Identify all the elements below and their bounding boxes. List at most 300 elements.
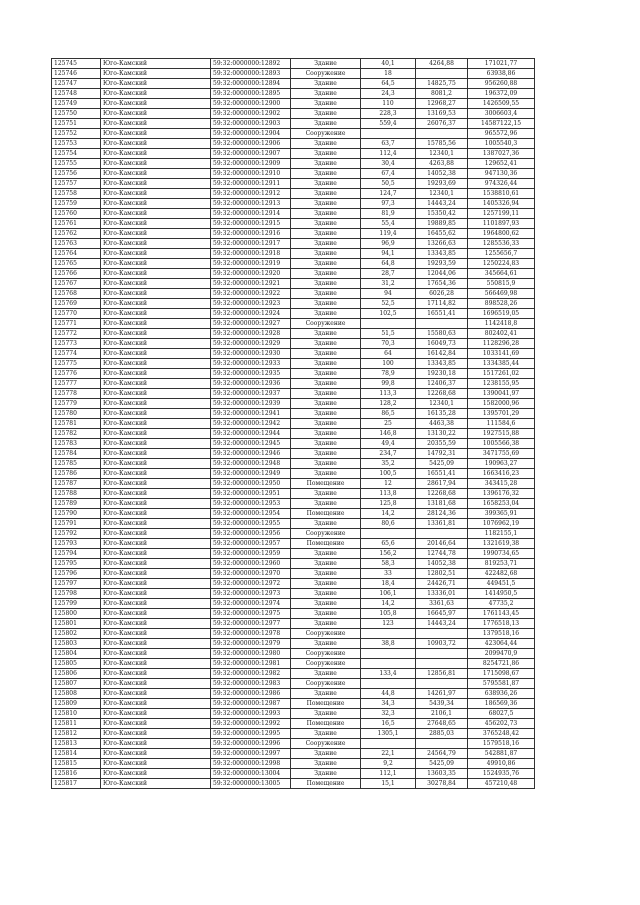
district-cell: Юго-Камский	[101, 609, 211, 619]
cadastral-number-cell: 59:32:0000000:12924	[211, 309, 291, 319]
cadastral-number-cell: 59:32:0000000:12909	[211, 159, 291, 169]
cadastral-number-cell: 59:32:0000000:12918	[211, 249, 291, 259]
area-cell: 64,5	[361, 79, 416, 89]
district-cell: Юго-Камский	[101, 239, 211, 249]
object-type-cell: Здание	[291, 359, 361, 369]
cadastral-value-cell: 129652,41	[468, 159, 535, 169]
object-type-cell: Здание	[291, 569, 361, 579]
record-number-cell: 125773	[52, 339, 101, 349]
cadastral-value-cell: 1524935,76	[468, 769, 535, 779]
district-cell: Юго-Камский	[101, 99, 211, 109]
cadastral-value-cell: 1517261,02	[468, 369, 535, 379]
cadastral-number-cell: 59:32:0000000:12945	[211, 439, 291, 449]
cadastral-number-cell: 59:32:0000000:12993	[211, 709, 291, 719]
district-cell: Юго-Камский	[101, 689, 211, 699]
table-row	[52, 399, 535, 409]
specific-value-cell: 14052,38	[416, 559, 468, 569]
cadastral-value-cell: 111584,6	[468, 419, 535, 429]
district-cell: Юго-Камский	[101, 289, 211, 299]
object-type-cell: Здание	[291, 399, 361, 409]
record-number-cell: 125788	[52, 489, 101, 499]
object-type-cell: Здание	[291, 449, 361, 459]
area-cell: 35,2	[361, 459, 416, 469]
area-cell: 86,5	[361, 409, 416, 419]
area-cell: 51,5	[361, 329, 416, 339]
district-cell: Юго-Камский	[101, 109, 211, 119]
specific-value-cell: 16049,73	[416, 339, 468, 349]
cadastral-number-cell: 59:32:0000000:12921	[211, 279, 291, 289]
object-type-cell: Сооружение	[291, 659, 361, 669]
record-number-cell: 125759	[52, 199, 101, 209]
record-number-cell: 125807	[52, 679, 101, 689]
district-cell: Юго-Камский	[101, 409, 211, 419]
specific-value-cell	[416, 629, 468, 639]
table-row	[52, 569, 535, 579]
table-row	[52, 299, 535, 309]
specific-value-cell	[416, 319, 468, 329]
district-cell: Юго-Камский	[101, 89, 211, 99]
object-type-cell: Здание	[291, 209, 361, 219]
area-cell: 94	[361, 289, 416, 299]
cadastral-number-cell: 59:32:0000000:12914	[211, 209, 291, 219]
district-cell: Юго-Камский	[101, 319, 211, 329]
district-cell: Юго-Камский	[101, 349, 211, 359]
object-type-cell: Здание	[291, 109, 361, 119]
record-number-cell: 125761	[52, 219, 101, 229]
table-row	[52, 649, 535, 659]
specific-value-cell: 19889,85	[416, 219, 468, 229]
record-number-cell: 125766	[52, 269, 101, 279]
object-type-cell: Здание	[291, 259, 361, 269]
record-number-cell: 125781	[52, 419, 101, 429]
cadastral-number-cell: 59:32:0000000:12894	[211, 79, 291, 89]
object-type-cell: Здание	[291, 709, 361, 719]
table-row	[52, 359, 535, 369]
cadastral-value-cell: 1142418,8	[468, 319, 535, 329]
table-row	[52, 219, 535, 229]
specific-value-cell: 17114,82	[416, 299, 468, 309]
cadastral-number-cell: 59:32:0000000:12911	[211, 179, 291, 189]
cadastral-value-cell: 974326,44	[468, 179, 535, 189]
area-cell: 22,1	[361, 749, 416, 759]
record-number-cell: 125801	[52, 619, 101, 629]
record-number-cell: 125813	[52, 739, 101, 749]
district-cell: Юго-Камский	[101, 469, 211, 479]
specific-value-cell: 13130,22	[416, 429, 468, 439]
cadastral-value-cell: 819253,71	[468, 559, 535, 569]
table-row	[52, 179, 535, 189]
district-cell: Юго-Камский	[101, 359, 211, 369]
object-type-cell: Сооружение	[291, 629, 361, 639]
cadastral-value-cell: 1414950,5	[468, 589, 535, 599]
table-row	[52, 679, 535, 689]
specific-value-cell: 12856,81	[416, 669, 468, 679]
cadastral-number-cell: 59:32:0000000:12978	[211, 629, 291, 639]
object-type-cell: Здание	[291, 99, 361, 109]
table-row	[52, 689, 535, 699]
cadastral-value-cell: 542881,87	[468, 749, 535, 759]
area-cell: 110	[361, 99, 416, 109]
cadastral-number-cell: 59:32:0000000:12946	[211, 449, 291, 459]
cadastral-value-cell: 1426509,55	[468, 99, 535, 109]
specific-value-cell: 12802,51	[416, 569, 468, 579]
cadastral-number-cell: 59:32:0000000:12975	[211, 609, 291, 619]
record-number-cell: 125817	[52, 779, 101, 789]
object-type-cell: Помещение	[291, 699, 361, 709]
cadastral-number-cell: 59:32:0000000:12973	[211, 589, 291, 599]
table-row	[52, 129, 535, 139]
table-row	[52, 709, 535, 719]
area-cell: 100	[361, 359, 416, 369]
specific-value-cell: 12968,27	[416, 99, 468, 109]
area-cell	[361, 129, 416, 139]
object-type-cell: Здание	[291, 439, 361, 449]
cadastral-value-cell: 1582000,96	[468, 399, 535, 409]
record-number-cell: 125811	[52, 719, 101, 729]
cadastral-value-cell: 1101897,93	[468, 219, 535, 229]
cadastral-value-cell: 49910,86	[468, 759, 535, 769]
district-cell: Юго-Камский	[101, 429, 211, 439]
table-row	[52, 479, 535, 489]
cadastral-number-cell: 59:32:0000000:12933	[211, 359, 291, 369]
district-cell: Юго-Камский	[101, 509, 211, 519]
object-type-cell: Здание	[291, 499, 361, 509]
record-number-cell: 125747	[52, 79, 101, 89]
record-number-cell: 125805	[52, 659, 101, 669]
specific-value-cell	[416, 659, 468, 669]
cadastral-value-cell: 449451,5	[468, 579, 535, 589]
table-row	[52, 529, 535, 539]
specific-value-cell: 8081,2	[416, 89, 468, 99]
district-cell: Юго-Камский	[101, 629, 211, 639]
specific-value-cell: 20146,64	[416, 539, 468, 549]
object-type-cell: Здание	[291, 749, 361, 759]
specific-value-cell: 16135,28	[416, 409, 468, 419]
area-cell: 80,6	[361, 519, 416, 529]
cadastral-value-cell: 399365,91	[468, 509, 535, 519]
object-type-cell: Здание	[291, 139, 361, 149]
record-number-cell: 125765	[52, 259, 101, 269]
area-cell	[361, 659, 416, 669]
district-cell: Юго-Камский	[101, 479, 211, 489]
specific-value-cell: 12340,1	[416, 399, 468, 409]
cadastral-value-cell: 956260,88	[468, 79, 535, 89]
object-type-cell: Здание	[291, 589, 361, 599]
district-cell: Юго-Камский	[101, 199, 211, 209]
cadastral-value-cell: 68027,5	[468, 709, 535, 719]
area-cell: 50,5	[361, 179, 416, 189]
area-cell	[361, 319, 416, 329]
area-cell: 63,7	[361, 139, 416, 149]
area-cell: 94,1	[361, 249, 416, 259]
cadastral-value-cell: 1927515,88	[468, 429, 535, 439]
district-cell: Юго-Камский	[101, 749, 211, 759]
cadastral-number-cell: 59:32:0000000:12977	[211, 619, 291, 629]
object-type-cell: Здание	[291, 519, 361, 529]
record-number-cell: 125794	[52, 549, 101, 559]
cadastral-number-cell: 59:32:0000000:12892	[211, 59, 291, 69]
object-type-cell: Здание	[291, 389, 361, 399]
table-row	[52, 309, 535, 319]
district-cell: Юго-Камский	[101, 499, 211, 509]
cadastral-number-cell: 59:32:0000000:12902	[211, 109, 291, 119]
table-row	[52, 719, 535, 729]
record-number-cell: 125782	[52, 429, 101, 439]
district-cell: Юго-Камский	[101, 399, 211, 409]
specific-value-cell: 24564,79	[416, 749, 468, 759]
table-row	[52, 449, 535, 459]
record-number-cell: 125815	[52, 759, 101, 769]
record-number-cell: 125792	[52, 529, 101, 539]
object-type-cell: Сооружение	[291, 529, 361, 539]
area-cell: 228,3	[361, 109, 416, 119]
record-number-cell: 125793	[52, 539, 101, 549]
district-cell: Юго-Камский	[101, 119, 211, 129]
object-type-cell: Сооружение	[291, 319, 361, 329]
table-row	[52, 439, 535, 449]
object-type-cell: Здание	[291, 669, 361, 679]
record-number-cell: 125791	[52, 519, 101, 529]
specific-value-cell: 10903,72	[416, 639, 468, 649]
area-cell: 49,4	[361, 439, 416, 449]
record-number-cell: 125804	[52, 649, 101, 659]
table-row	[52, 779, 535, 789]
area-cell: 124,7	[361, 189, 416, 199]
object-type-cell: Здание	[291, 609, 361, 619]
area-cell: 24,3	[361, 89, 416, 99]
cadastral-value-cell: 1128296,28	[468, 339, 535, 349]
table-row	[52, 379, 535, 389]
object-type-cell: Здание	[291, 169, 361, 179]
specific-value-cell: 16455,62	[416, 229, 468, 239]
table-row	[52, 269, 535, 279]
object-type-cell: Здание	[291, 469, 361, 479]
record-number-cell: 125808	[52, 689, 101, 699]
cadastral-value-cell: 1182155,1	[468, 529, 535, 539]
district-cell: Юго-Камский	[101, 309, 211, 319]
area-cell: 70,3	[361, 339, 416, 349]
record-number-cell: 125798	[52, 589, 101, 599]
district-cell: Юго-Камский	[101, 149, 211, 159]
specific-value-cell: 12340,1	[416, 149, 468, 159]
area-cell: 96,9	[361, 239, 416, 249]
cadastral-value-cell: 1321619,38	[468, 539, 535, 549]
district-cell: Юго-Камский	[101, 759, 211, 769]
area-cell: 33	[361, 569, 416, 579]
object-type-cell: Здание	[291, 269, 361, 279]
table-row	[52, 369, 535, 379]
cadastral-value-cell: 1579518,16	[468, 739, 535, 749]
cadastral-number-cell: 59:32:0000000:12996	[211, 739, 291, 749]
cadastral-value-cell: 14587122,15	[468, 119, 535, 129]
cadastral-number-cell: 59:32:0000000:12903	[211, 119, 291, 129]
cadastral-number-cell: 59:32:0000000:12927	[211, 319, 291, 329]
area-cell: 105,8	[361, 609, 416, 619]
cadastral-number-cell: 59:32:0000000:12930	[211, 349, 291, 359]
table-row	[52, 279, 535, 289]
specific-value-cell: 14443,24	[416, 619, 468, 629]
area-cell: 18,4	[361, 579, 416, 589]
table-row	[52, 639, 535, 649]
specific-value-cell: 15580,63	[416, 329, 468, 339]
district-cell: Юго-Камский	[101, 299, 211, 309]
cadastral-number-cell: 59:32:0000000:12935	[211, 369, 291, 379]
specific-value-cell: 30278,84	[416, 779, 468, 789]
cadastral-value-cell: 3765248,42	[468, 729, 535, 739]
table-row	[52, 589, 535, 599]
table-row	[52, 159, 535, 169]
cadastral-number-cell: 59:32:0000000:12956	[211, 529, 291, 539]
area-cell: 119,4	[361, 229, 416, 239]
cadastral-number-cell: 59:32:0000000:12919	[211, 259, 291, 269]
table-row	[52, 199, 535, 209]
cadastral-value-cell: 965572,96	[468, 129, 535, 139]
record-number-cell: 125760	[52, 209, 101, 219]
district-cell: Юго-Камский	[101, 339, 211, 349]
table-row	[52, 429, 535, 439]
record-number-cell: 125755	[52, 159, 101, 169]
cadastral-number-cell: 59:32:0000000:12942	[211, 419, 291, 429]
cadastral-value-cell: 422482,68	[468, 569, 535, 579]
cadastral-number-cell: 59:32:0000000:12970	[211, 569, 291, 579]
cadastral-number-cell: 59:32:0000000:12916	[211, 229, 291, 239]
cadastral-value-cell: 1964800,62	[468, 229, 535, 239]
district-cell: Юго-Камский	[101, 449, 211, 459]
district-cell: Юго-Камский	[101, 619, 211, 629]
table-row	[52, 319, 535, 329]
area-cell: 106,1	[361, 589, 416, 599]
table-row	[52, 139, 535, 149]
table-row	[52, 739, 535, 749]
district-cell: Юго-Камский	[101, 569, 211, 579]
object-type-cell: Здание	[291, 459, 361, 469]
cadastral-number-cell: 59:32:0000000:12913	[211, 199, 291, 209]
cadastral-value-cell: 1005566,38	[468, 439, 535, 449]
record-number-cell: 125816	[52, 769, 101, 779]
specific-value-cell: 4463,38	[416, 419, 468, 429]
table-row	[52, 209, 535, 219]
record-number-cell: 125814	[52, 749, 101, 759]
specific-value-cell: 13343,85	[416, 359, 468, 369]
district-cell: Юго-Камский	[101, 389, 211, 399]
cadastral-number-cell: 59:32:0000000:12893	[211, 69, 291, 79]
table-row	[52, 99, 535, 109]
district-cell: Юго-Камский	[101, 159, 211, 169]
table-row	[52, 509, 535, 519]
cadastral-value-cell: 1776518,13	[468, 619, 535, 629]
table-body	[52, 59, 535, 789]
table-row	[52, 189, 535, 199]
object-type-cell: Здание	[291, 329, 361, 339]
record-number-cell: 125784	[52, 449, 101, 459]
area-cell: 9,2	[361, 759, 416, 769]
table-row	[52, 109, 535, 119]
record-number-cell: 125764	[52, 249, 101, 259]
district-cell: Юго-Камский	[101, 439, 211, 449]
table-row	[52, 539, 535, 549]
area-cell: 64,8	[361, 259, 416, 269]
table-row	[52, 669, 535, 679]
object-type-cell: Помещение	[291, 539, 361, 549]
object-type-cell: Здание	[291, 379, 361, 389]
district-cell: Юго-Камский	[101, 189, 211, 199]
specific-value-cell: 28617,94	[416, 479, 468, 489]
specific-value-cell: 14052,38	[416, 169, 468, 179]
record-number-cell: 125756	[52, 169, 101, 179]
object-type-cell: Здание	[291, 729, 361, 739]
object-type-cell: Здание	[291, 279, 361, 289]
object-type-cell: Здание	[291, 149, 361, 159]
area-cell: 30,4	[361, 159, 416, 169]
object-type-cell: Здание	[291, 219, 361, 229]
cadastral-number-cell: 59:32:0000000:12920	[211, 269, 291, 279]
area-cell: 12	[361, 479, 416, 489]
record-number-cell: 125754	[52, 149, 101, 159]
specific-value-cell: 16645,97	[416, 609, 468, 619]
cadastral-value-cell: 1379518,16	[468, 629, 535, 639]
object-type-cell: Помещение	[291, 509, 361, 519]
district-cell: Юго-Камский	[101, 539, 211, 549]
specific-value-cell: 26076,37	[416, 119, 468, 129]
cadastral-value-cell: 345664,61	[468, 269, 535, 279]
table-row	[52, 759, 535, 769]
specific-value-cell: 27648,65	[416, 719, 468, 729]
district-cell: Юго-Камский	[101, 219, 211, 229]
area-cell: 58,3	[361, 559, 416, 569]
district-cell: Юго-Камский	[101, 379, 211, 389]
area-cell	[361, 679, 416, 689]
cadastral-value-cell: 196372,09	[468, 89, 535, 99]
specific-value-cell: 15350,42	[416, 209, 468, 219]
district-cell: Юго-Камский	[101, 709, 211, 719]
table-row	[52, 69, 535, 79]
cadastral-number-cell: 59:32:0000000:12981	[211, 659, 291, 669]
cadastral-value-cell: 1663416,23	[468, 469, 535, 479]
cadastral-value-cell: 171021,77	[468, 59, 535, 69]
cadastral-number-cell: 59:32:0000000:12997	[211, 749, 291, 759]
cadastral-number-cell: 59:32:0000000:12904	[211, 129, 291, 139]
district-cell: Юго-Камский	[101, 579, 211, 589]
cadastral-value-cell: 457210,48	[468, 779, 535, 789]
record-number-cell: 125806	[52, 669, 101, 679]
cadastral-number-cell: 59:32:0000000:12951	[211, 489, 291, 499]
area-cell	[361, 649, 416, 659]
cadastral-value-cell: 186569,36	[468, 699, 535, 709]
cadastral-number-cell: 59:32:0000000:12995	[211, 729, 291, 739]
record-number-cell: 125790	[52, 509, 101, 519]
specific-value-cell: 2885,03	[416, 729, 468, 739]
specific-value-cell: 12268,68	[416, 489, 468, 499]
cadastral-value-cell: 3006603,4	[468, 109, 535, 119]
district-cell: Юго-Камский	[101, 59, 211, 69]
district-cell: Юго-Камский	[101, 779, 211, 789]
district-cell: Юго-Камский	[101, 729, 211, 739]
specific-value-cell: 13336,01	[416, 589, 468, 599]
cadastral-number-cell: 59:32:0000000:12986	[211, 689, 291, 699]
cadastral-number-cell: 59:32:0000000:12929	[211, 339, 291, 349]
object-type-cell: Здание	[291, 579, 361, 589]
specific-value-cell: 12744,78	[416, 549, 468, 559]
object-type-cell: Помещение	[291, 719, 361, 729]
table-row	[52, 339, 535, 349]
area-cell: 55,4	[361, 219, 416, 229]
cadastral-value-cell: 898528,26	[468, 299, 535, 309]
cadastral-value-cell: 1076962,19	[468, 519, 535, 529]
record-number-cell: 125775	[52, 359, 101, 369]
record-number-cell: 125786	[52, 469, 101, 479]
object-type-cell: Здание	[291, 599, 361, 609]
cadastral-number-cell: 59:32:0000000:12928	[211, 329, 291, 339]
